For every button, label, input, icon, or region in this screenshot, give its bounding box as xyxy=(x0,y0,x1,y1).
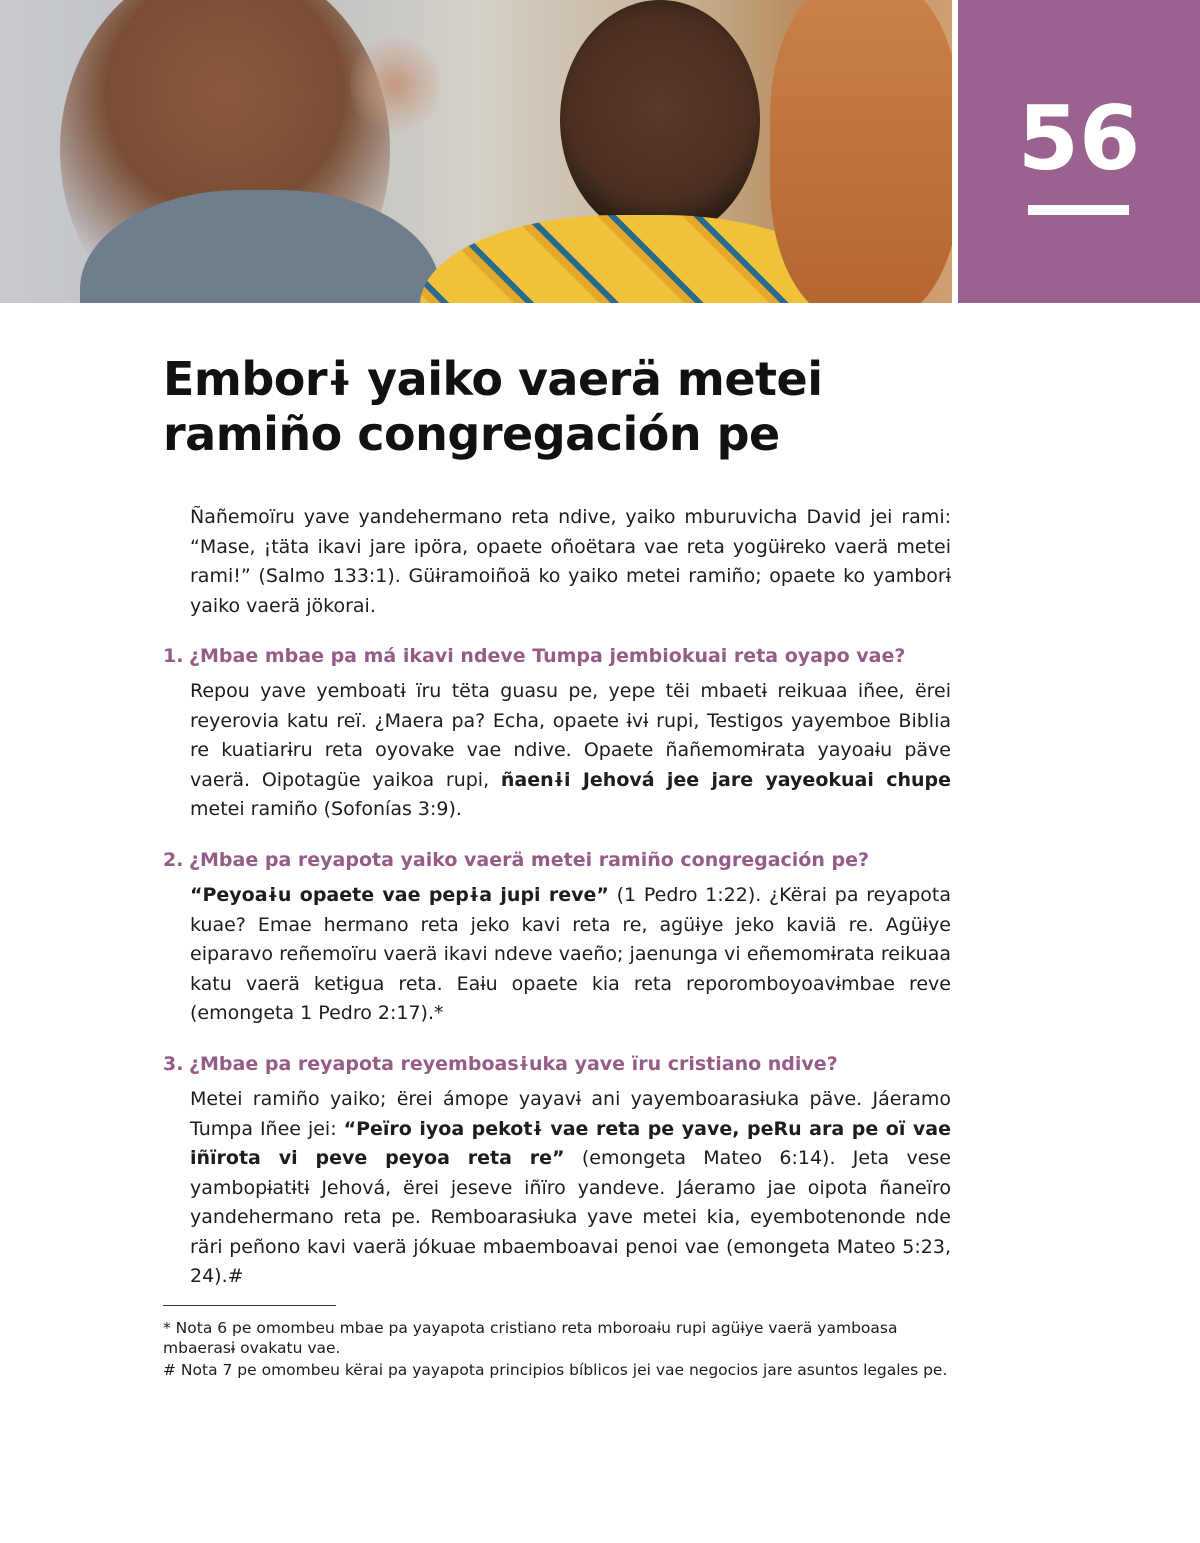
answer-text: Metei ramiño yaiko; ërei ámope yayavɨ ani yayemboarasɨuka päve. Jáeramo Tumpa Iñee jei: xyxy=(190,1088,951,1140)
answer-text: Repou yave yemboatɨ ïru tëta guasu pe, yepe tëi mbaetɨ reikuaa iñee, ërei reyerovia katu reï. ¿Maera pa? Echa, opaete ɨvɨ rupi, Testigos yayemboe Biblia re kuatiarɨru reta oyovake vae ndive. Opaete ñañemomɨrata yayoaɨu päve vaerä. Oipotagüe yaikoa rupi, xyxy=(190,680,951,791)
answer-text: (emongeta Mateo 6:14). Jeta vese yambopɨatɨtɨ Jehová, ërei jeseve iñïro yandeve. Jáeramo jae oipota ñaneïro yandehermano reta pe. Remboarasɨuka yave metei kia, eyembotenonde nde räri peñono kavi vaerä jókuae mbaemboavai penoi vae (emongeta Mateo 5:23, 24).# xyxy=(190,1147,951,1287)
question-text: ¿Mbae pa reyapota yaiko vaerä metei ramiño congregación pe? xyxy=(189,849,870,871)
question-number: 3. xyxy=(163,1053,184,1075)
question-2 xyxy=(163,847,963,873)
answer-2 xyxy=(190,881,951,1029)
background-person-mid xyxy=(350,30,440,140)
footnote-divider xyxy=(163,1305,336,1306)
intro-paragraph: Ñañemoïru yave yandehermano reta ndive, yaiko mburuvicha David jei rami: “Mase, ¡täta ikavi jare ipöra, opaete oñoëtara vae reta yogüɨreko vaerä metei rami!” (Salmo 133:1). Güɨramoiñoä ko yaiko metei ramiño; opaete ko yamborɨ yaiko vaerä jökorai. xyxy=(190,506,951,617)
answer-bold: ñaenɨi Jehová jee jare yayeokuai chupe xyxy=(500,768,951,791)
background-person-right xyxy=(770,0,952,303)
title-line-1: Emborɨ yaiko vaerä metei xyxy=(163,352,823,406)
woman-face xyxy=(560,0,760,240)
lesson-number: 56 xyxy=(1017,87,1141,190)
footnote-2: # Nota 7 pe omombeu kërai pa yayapota principios bíblicos jei vae negocios jare asuntos legales pe. xyxy=(163,1361,948,1379)
title-line-2: ramiño congregación pe xyxy=(163,407,780,461)
answer-bold: “Peyoaɨu opaete vae pepɨa jupi reve” xyxy=(190,884,609,906)
question-text: ¿Mbae pa reyapota reyemboasɨuka yave ïru cristiano ndive? xyxy=(189,1053,838,1075)
question-1 xyxy=(163,643,963,669)
page-title xyxy=(163,352,963,462)
answer-3 xyxy=(190,1085,951,1292)
lesson-badge xyxy=(958,0,1200,303)
question-number: 1. xyxy=(163,645,184,667)
answer-bold: “Peïro iyoa pekotɨ vae reta pe yave, peRu ara pe oï vae iñïrota vi peve peyoa reta re” xyxy=(190,1117,951,1169)
answer-text: metei ramiño (Sofonías 3:9). xyxy=(190,798,462,820)
question-text: ¿Mbae mbae pa má ikavi ndeve Tumpa jembiokuai reta oyapo vae? xyxy=(189,645,906,667)
footnote-1: * Nota 6 pe omombeu mbae pa yayapota cristiano reta mboroaɨu rupi agüɨye vaerä yamboasa mbaerasɨ ovakatu vae. xyxy=(163,1319,898,1357)
question-number: 2. xyxy=(163,849,184,871)
answer-1 xyxy=(190,677,951,825)
answer-text: (1 Pedro 1:22). ¿Kërai pa reyapota kuae? Emae hermano reta jeko kavi reta re, agüɨye jeko kaviä re. Agüɨye eiparavo reñemoïru vaerä ikavi ndeve vaeño; jaenunga vi eñemomɨrata reikuaa katu vaerä ketɨgua reta. Eaɨu opaete kia reta reporomboyoavɨmbae reve (emongeta 1 Pedro 2:17).* xyxy=(190,884,951,1024)
question-3 xyxy=(163,1051,963,1077)
hero-photo xyxy=(0,0,952,303)
lesson-underline xyxy=(1028,205,1129,215)
